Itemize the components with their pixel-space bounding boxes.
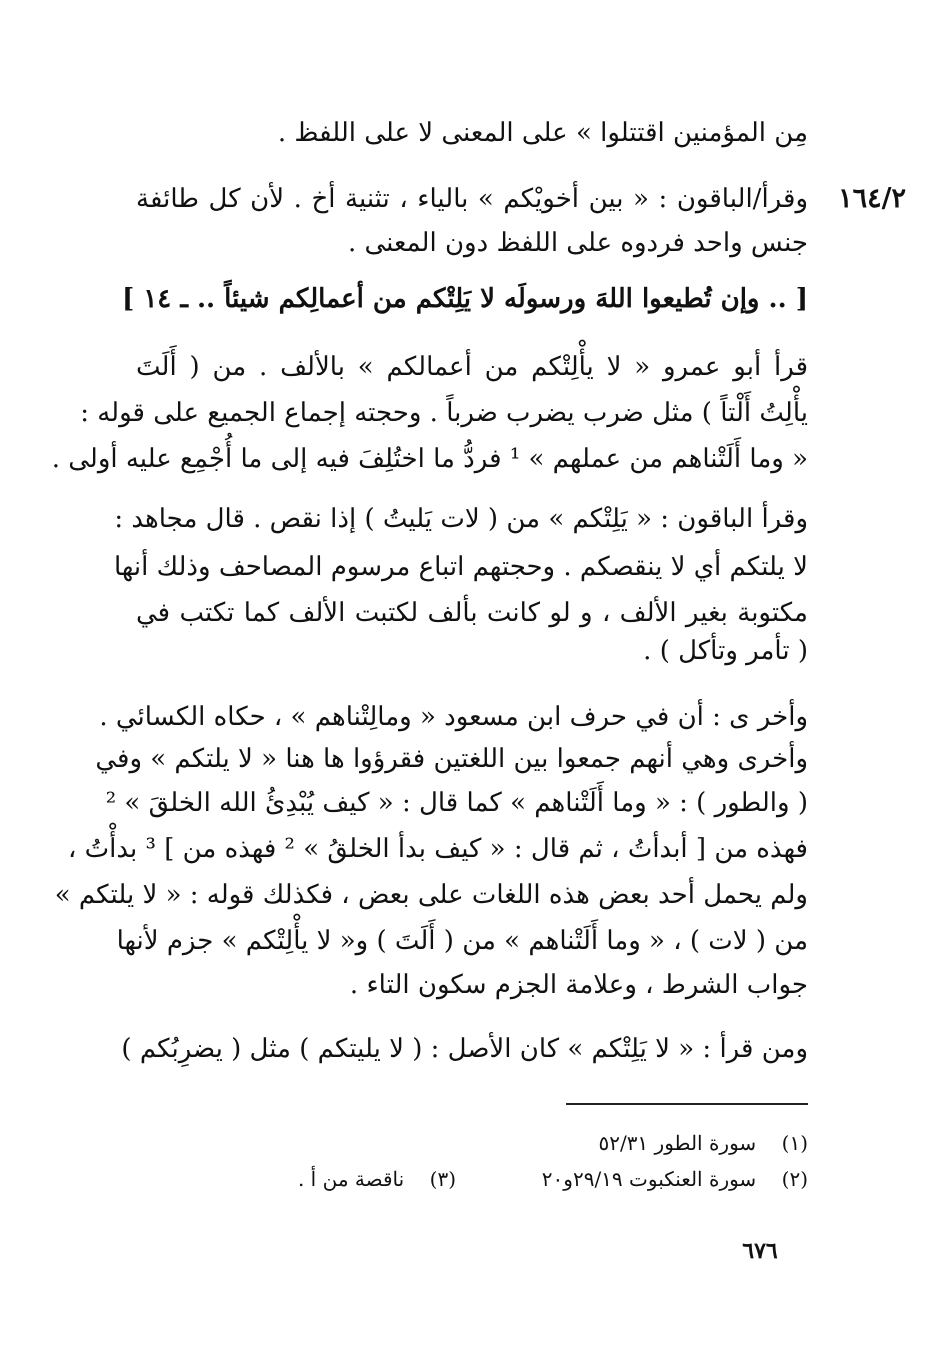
footnote-2-number: (٢) bbox=[781, 1167, 808, 1191]
footnote-3-number: (٣) bbox=[429, 1167, 456, 1191]
footnote-3-text: ناقصة من أ . bbox=[297, 1167, 405, 1191]
text-line-9: لا يلتكم أي لا ينقصكم . وحجتهم اتباع مرسوم المصاحف وذلك أنها bbox=[113, 552, 808, 582]
text-line-11: ( تأمر وتأكل ) . bbox=[643, 636, 808, 666]
text-line-12: وأخر ى : أن في حرف ابن مسعود « ومالِتْناهم » ، حكاه الكسائي . bbox=[99, 702, 808, 732]
page-number: ٦٧٦ bbox=[742, 1238, 778, 1264]
text-line-6: يأْلِتُ أَلْتاً ) مثل ضرب يضرب ضرباً . وحجته إجماع الجميع على قوله : bbox=[80, 398, 808, 428]
text-line-2: وقرأ/الباقون : « بين أخويْكم » بالياء ، تثنية أخ . لأن كل طائفة bbox=[136, 184, 808, 214]
text-line-14: ( والطور ) : « وما أَلَتْناهم » كما قال : « كيف يُبْدِئُ الله الخلقَ » ² bbox=[105, 788, 808, 818]
text-line-15: فهذه من [ أبدأتُ ، ثم قال : « كيف بدأ الخلقُ » ² فهذه من ] ³ بدأْتُ ، bbox=[67, 834, 808, 864]
margin-reference: ١٦٤/٢ bbox=[838, 183, 906, 214]
footnote-3 bbox=[298, 1164, 456, 1194]
text-line-10: مكتوبة بغير الألف ، و لو كانت بألف لكتبت الألف كما تكتب في bbox=[136, 598, 808, 628]
footnote-1-text: سورة الطور ٥٢/٣١ bbox=[598, 1131, 757, 1155]
footnote-2 bbox=[542, 1164, 808, 1194]
text-line-17: من ( لات ) ، « وما أَلَتْناهم » من ( أَلَتَ ) و« لا يأْلِتْكم » جزم لأنها bbox=[116, 926, 808, 956]
text-line-1: مِن المؤمنين اقتتلوا » على المعنى لا على اللفظ . bbox=[277, 118, 808, 148]
text-line-16: ولم يحمل أحد بعض هذه اللغات على بعض ، فكذلك قوله : « لا يلتكم » bbox=[54, 880, 808, 910]
footnote-1-number: (١) bbox=[781, 1131, 808, 1155]
text-line-7: « وما أَلَتْناهم من عملهم » ¹ فردُّ ما اختُلِفَ فيه إلى ما أُجْمِع عليه أولى . bbox=[51, 444, 808, 474]
text-line-8: وقرأ الباقون : « يَلِتْكم » من ( لات يَليتُ ) إذا نقص . قال مجاهد : bbox=[114, 504, 808, 534]
text-line-13: وأخرى وهي أنهم جمعوا بين اللغتين فقرؤوا ها هنا « لا يلتكم » وفي bbox=[95, 744, 808, 774]
footnote-1 bbox=[598, 1128, 808, 1158]
text-line-18: جواب الشرط ، وعلامة الجزم سكون التاء . bbox=[349, 970, 808, 1000]
verse-line: [ .. وإن تُطيعوا اللهَ ورسولَه لا يَلِتْكم من أعمالِكم شيئاً .. ـ ١٤ ] bbox=[121, 284, 808, 314]
text-line-5: قرأ أبو عمرو « لا يأْلِتْكم من أعمالكم » بالألف . من ( أَلَتَ bbox=[136, 352, 808, 382]
footnote-separator bbox=[566, 1103, 808, 1105]
text-line-19: ومن قرأ : « لا يَلِتْكم » كان الأصل : ( لا يليتكم ) مثل ( يضرِبُكم ) bbox=[121, 1034, 808, 1064]
text-line-3: جنس واحد فردوه على اللفظ دون المعنى . bbox=[347, 228, 808, 258]
footnote-2-text: سورة العنكبوت ٢٩/١٩و٢٠ bbox=[541, 1167, 757, 1191]
